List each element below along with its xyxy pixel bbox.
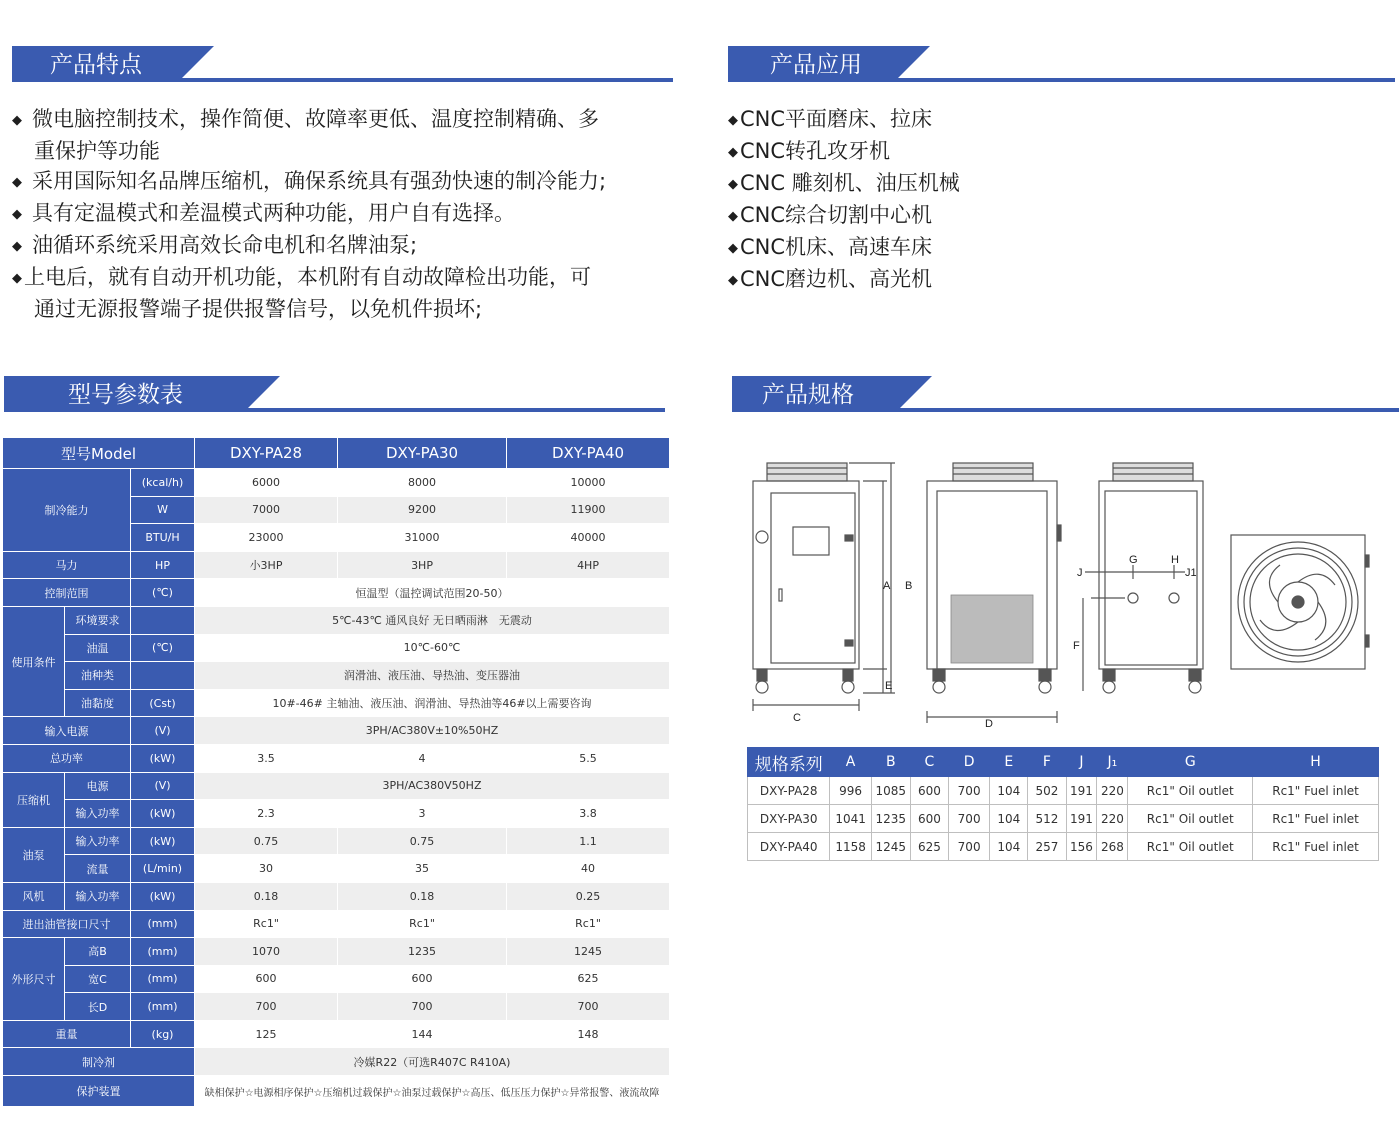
diamond-bullet-icon: ◆ xyxy=(12,271,22,286)
unit-cell: (L/min) xyxy=(131,855,195,883)
table-row xyxy=(3,606,670,634)
spec-table xyxy=(747,747,1379,861)
value-cell: 小3HP xyxy=(195,551,338,579)
unit-cell: (mm) xyxy=(131,910,195,938)
table-row xyxy=(3,689,670,717)
value-cell: 5℃-43℃ 通风良好 无日晒雨淋 无震动 xyxy=(195,606,670,634)
spec-cell: 1235 xyxy=(871,805,910,833)
spec-header: G xyxy=(1128,748,1253,777)
value-cell: 0.75 xyxy=(338,827,507,855)
spec-cell: 600 xyxy=(910,777,948,805)
feature-item: ◆ 微电脑控制技术，操作简便、故障率更低、温度控制精确、多 xyxy=(12,104,682,136)
unit-cell: (V) xyxy=(131,772,195,800)
value-cell: Rc1" xyxy=(338,910,507,938)
application-item: ◆CNC平面磨床、拉床 xyxy=(728,104,1388,136)
value-cell: 1235 xyxy=(338,938,507,966)
spec-cell: 191 xyxy=(1066,805,1097,833)
spec-cell: Rc1" Fuel inlet xyxy=(1253,833,1379,861)
dim-label: E xyxy=(885,680,893,692)
value-cell: 3.8 xyxy=(507,800,670,828)
row-label: 油温 xyxy=(65,634,131,662)
table-row xyxy=(3,882,670,910)
row-label: 进出油管接口尺寸 xyxy=(3,910,131,938)
spec-cell: DXY-PA30 xyxy=(748,805,830,833)
unit-cell: (Cst) xyxy=(131,689,195,717)
row-label: 长D xyxy=(65,993,131,1021)
value-cell: 2.3 xyxy=(195,800,338,828)
features-list xyxy=(12,104,682,324)
table-row xyxy=(3,662,670,690)
diamond-bullet-icon: ◆ xyxy=(728,209,738,224)
unit-cell: (kW) xyxy=(131,800,195,828)
feature-item: ◆ 采用国际知名品牌压缩机，确保系统具有强劲快速的制冷能力; xyxy=(12,166,682,198)
unit-cell: (mm) xyxy=(131,938,195,966)
dim-label: C xyxy=(793,712,801,724)
value-cell: 10000 xyxy=(507,469,670,497)
row-label: 总功率 xyxy=(3,744,131,772)
diamond-bullet-icon: ◆ xyxy=(12,239,22,254)
value-cell: 700 xyxy=(507,993,670,1021)
spec-cell: Rc1" Oil outlet xyxy=(1128,833,1253,861)
unit-cell: W xyxy=(131,496,195,524)
row-group-label: 油泵 xyxy=(3,827,65,882)
table-row xyxy=(3,993,670,1021)
diamond-bullet-icon: ◆ xyxy=(728,177,738,192)
spec-header: D xyxy=(949,748,990,777)
cooling-label: 制冷能力 xyxy=(3,469,131,552)
spec-cell: Rc1" Fuel inlet xyxy=(1253,777,1379,805)
value-cell: 600 xyxy=(338,965,507,993)
diamond-bullet-icon: ◆ xyxy=(728,145,738,160)
model-3-header: DXY-PA40 xyxy=(507,438,670,469)
spec-header: A xyxy=(830,748,871,777)
table-row xyxy=(3,744,670,772)
table-row xyxy=(3,579,670,607)
gauge-icon xyxy=(756,531,768,543)
table-row xyxy=(748,833,1379,861)
spec-cell: 1041 xyxy=(830,805,871,833)
unit-cell: (mm) xyxy=(131,965,195,993)
spec-cell: 512 xyxy=(1028,805,1066,833)
front-view xyxy=(753,463,895,711)
spec-header: J xyxy=(1066,748,1097,777)
value-cell: 冷媒R22（可选R407C R410A) xyxy=(195,1048,670,1076)
spec-cell: 268 xyxy=(1097,833,1128,861)
spec-header-row xyxy=(748,748,1379,777)
spec-cell: 220 xyxy=(1097,805,1128,833)
specs-tab-slant xyxy=(896,376,932,412)
value-cell: 恒温型（温控调试范围20-50） xyxy=(195,579,670,607)
value-cell: 1.1 xyxy=(507,827,670,855)
oil-inlet-icon xyxy=(1169,593,1179,603)
unit-cell xyxy=(131,662,195,690)
spec-cell: 220 xyxy=(1097,777,1128,805)
diamond-bullet-icon: ◆ xyxy=(728,273,738,288)
unit-cell: (mm) xyxy=(131,993,195,1021)
table-row xyxy=(3,1048,670,1076)
row-label: 流量 xyxy=(65,855,131,883)
model-1-header: DXY-PA28 xyxy=(195,438,338,469)
spec-cell: Rc1" Fuel inlet xyxy=(1253,805,1379,833)
spec-header: 规格系列 xyxy=(748,748,830,777)
diamond-bullet-icon: ◆ xyxy=(12,207,22,222)
feature-item: ◆上电后，就有自动开机功能，本机附有自动故障检出功能，可 xyxy=(12,262,682,294)
spec-header: E xyxy=(990,748,1028,777)
value-cell: 10#-46# 主轴油、液压油、润滑油、导热油等46#以上需要咨询 xyxy=(195,689,670,717)
value-cell: 1070 xyxy=(195,938,338,966)
value-cell: 625 xyxy=(507,965,670,993)
table-row xyxy=(3,772,670,800)
applications-header xyxy=(728,46,1395,82)
unit-cell: (℃) xyxy=(131,579,195,607)
application-item: ◆CNC磨边机、高光机 xyxy=(728,264,1388,296)
applications-list xyxy=(728,104,1388,296)
row-group-label: 风机 xyxy=(3,882,65,910)
row-label: 制冷剂 xyxy=(3,1048,195,1076)
params-tab-slant xyxy=(244,376,280,412)
row-label: 马力 xyxy=(3,551,131,579)
feature-item-cont: 通过无源报警端子提供报警信号，以免机件损坏; xyxy=(34,297,483,321)
row-label: 油黏度 xyxy=(65,689,131,717)
spec-cell: DXY-PA40 xyxy=(748,833,830,861)
dim-label: F xyxy=(1073,640,1080,652)
params-title: 型号参数表 xyxy=(4,376,244,412)
dim-label: A xyxy=(883,580,891,592)
application-item: ◆CNC转孔攻牙机 xyxy=(728,136,1388,168)
model-header: 型号Model xyxy=(3,438,195,469)
diamond-bullet-icon: ◆ xyxy=(12,113,22,128)
row-label: 高B xyxy=(65,938,131,966)
value-cell: 700 xyxy=(338,993,507,1021)
spec-header: H xyxy=(1253,748,1379,777)
value-cell: 8000 xyxy=(338,469,507,497)
param-header-row xyxy=(3,438,670,469)
row-label: 输入功率 xyxy=(65,827,131,855)
row-label: 电源 xyxy=(65,772,131,800)
row-label: 输入功率 xyxy=(65,800,131,828)
value-cell: 11900 xyxy=(507,496,670,524)
table-row xyxy=(3,855,670,883)
spec-header: C xyxy=(910,748,948,777)
specs-title: 产品规格 xyxy=(732,376,896,412)
unit-cell: BTU/H xyxy=(131,524,195,552)
application-item: ◆CNC综合切割中心机 xyxy=(728,200,1388,232)
row-label: 输入电源 xyxy=(3,717,131,745)
value-cell: 30 xyxy=(195,855,338,883)
spec-cell: 104 xyxy=(990,833,1028,861)
value-cell: 144 xyxy=(338,1020,507,1048)
value-cell: 23000 xyxy=(195,524,338,552)
value-cell: 缺相保护☆电源相序保护☆压缩机过载保护☆油泵过载保护☆高压、低压压力保护☆异常报警、液流故障 xyxy=(195,1076,670,1107)
spec-cell: 700 xyxy=(949,833,990,861)
value-cell: 148 xyxy=(507,1020,670,1048)
row-label: 输入功率 xyxy=(65,882,131,910)
dim-label: B xyxy=(905,580,913,592)
table-row xyxy=(3,910,670,938)
table-row xyxy=(3,634,670,662)
value-cell: 40000 xyxy=(507,524,670,552)
row-label: 油种类 xyxy=(65,662,131,690)
unit-cell: (℃) xyxy=(131,634,195,662)
applications-rule xyxy=(728,78,1395,82)
side-view xyxy=(927,463,1061,723)
params-rule xyxy=(4,408,665,412)
spec-cell: 600 xyxy=(910,805,948,833)
value-cell: 35 xyxy=(338,855,507,883)
dim-label: D xyxy=(985,718,993,730)
value-cell: 600 xyxy=(195,965,338,993)
spec-cell: 191 xyxy=(1066,777,1097,805)
table-row xyxy=(3,827,670,855)
table-row xyxy=(3,800,670,828)
diamond-bullet-icon: ◆ xyxy=(12,175,22,190)
value-cell: 3HP xyxy=(338,551,507,579)
row-group-label: 外形尺寸 xyxy=(3,938,65,1021)
fan-view xyxy=(1231,535,1369,669)
features-header xyxy=(12,46,673,82)
value-cell: 3.5 xyxy=(195,744,338,772)
spec-cell: 1085 xyxy=(871,777,910,805)
features-rule xyxy=(12,78,673,82)
value-cell: 9200 xyxy=(338,496,507,524)
unit-cell: (kcal/h) xyxy=(131,469,195,497)
row-group-label: 使用条件 xyxy=(3,606,65,716)
table-row xyxy=(3,469,670,497)
spec-cell: 700 xyxy=(949,805,990,833)
value-cell: 3PH/AC380V±10%50HZ xyxy=(195,717,670,745)
value-cell: 10℃-60℃ xyxy=(195,634,670,662)
specs-rule xyxy=(732,408,1399,412)
dim-label: J xyxy=(1077,567,1083,579)
value-cell: 0.25 xyxy=(507,882,670,910)
application-item: ◆CNC 雕刻机、油压机械 xyxy=(728,168,1388,200)
application-item: ◆CNC机床、高速车床 xyxy=(728,232,1388,264)
unit-cell xyxy=(131,606,195,634)
unit-cell: (kW) xyxy=(131,744,195,772)
value-cell: 6000 xyxy=(195,469,338,497)
value-cell: 125 xyxy=(195,1020,338,1048)
spec-cell: 104 xyxy=(990,777,1028,805)
table-row xyxy=(3,965,670,993)
spec-cell: Rc1" Oil outlet xyxy=(1128,805,1253,833)
spec-cell: 1245 xyxy=(871,833,910,861)
value-cell: 40 xyxy=(507,855,670,883)
row-label: 重量 xyxy=(3,1020,131,1048)
table-row xyxy=(748,805,1379,833)
table-row xyxy=(748,777,1379,805)
model-2-header: DXY-PA30 xyxy=(338,438,507,469)
unit-cell: (V) xyxy=(131,717,195,745)
value-cell: 0.75 xyxy=(195,827,338,855)
specs-header xyxy=(732,376,1399,412)
spec-cell: 700 xyxy=(949,777,990,805)
feature-item-cont: 重保护等功能 xyxy=(34,139,160,163)
oil-outlet-icon xyxy=(1128,593,1138,603)
spec-cell: 502 xyxy=(1028,777,1066,805)
spec-cell: 156 xyxy=(1066,833,1097,861)
param-table xyxy=(2,437,670,1107)
feature-item: ◆ 油循环系统采用高效长命电机和名牌油泵; xyxy=(12,230,682,262)
table-row xyxy=(3,717,670,745)
dimension-drawing xyxy=(745,455,1395,730)
value-cell: 4 xyxy=(338,744,507,772)
feature-item: ◆ 具有定温模式和差温模式两种功能，用户自有选择。 xyxy=(12,198,682,230)
spec-cell: 625 xyxy=(910,833,948,861)
diamond-bullet-icon: ◆ xyxy=(728,241,738,256)
spec-cell: 1158 xyxy=(830,833,871,861)
value-cell: 4HP xyxy=(507,551,670,579)
value-cell: 1245 xyxy=(507,938,670,966)
value-cell: 3PH/AC380V50HZ xyxy=(195,772,670,800)
dim-label: G xyxy=(1129,554,1138,566)
applications-title: 产品应用 xyxy=(728,46,894,82)
value-cell: Rc1" xyxy=(195,910,338,938)
unit-cell: HP xyxy=(131,551,195,579)
table-row xyxy=(3,1076,670,1107)
value-cell: 31000 xyxy=(338,524,507,552)
diamond-bullet-icon: ◆ xyxy=(728,113,738,128)
table-row xyxy=(3,551,670,579)
spec-header: F xyxy=(1028,748,1066,777)
table-row xyxy=(3,938,670,966)
value-cell: 3 xyxy=(338,800,507,828)
value-cell: 7000 xyxy=(195,496,338,524)
dim-label: H xyxy=(1171,554,1179,566)
spec-cell: 257 xyxy=(1028,833,1066,861)
spec-cell: Rc1" Oil outlet xyxy=(1128,777,1253,805)
spec-cell: 996 xyxy=(830,777,871,805)
row-group-label: 压缩机 xyxy=(3,772,65,827)
value-cell: Rc1" xyxy=(507,910,670,938)
value-cell: 0.18 xyxy=(338,882,507,910)
spec-cell: 104 xyxy=(990,805,1028,833)
row-label: 环境要求 xyxy=(65,606,131,634)
value-cell: 5.5 xyxy=(507,744,670,772)
spec-cell: DXY-PA28 xyxy=(748,777,830,805)
value-cell: 0.18 xyxy=(195,882,338,910)
value-cell: 700 xyxy=(195,993,338,1021)
features-title: 产品特点 xyxy=(12,46,178,82)
applications-tab-slant xyxy=(894,46,930,82)
unit-cell: (kg) xyxy=(131,1020,195,1048)
spec-header: B xyxy=(871,748,910,777)
row-label: 宽C xyxy=(65,965,131,993)
spec-header: J₁ xyxy=(1097,748,1128,777)
features-tab-slant xyxy=(178,46,214,82)
unit-cell: (kW) xyxy=(131,827,195,855)
params-header xyxy=(4,376,665,412)
value-cell: 润滑油、液压油、导热油、变压器油 xyxy=(195,662,670,690)
table-row xyxy=(3,1020,670,1048)
dim-label: J1 xyxy=(1185,567,1197,579)
row-label: 控制范围 xyxy=(3,579,131,607)
unit-cell: (kW) xyxy=(131,882,195,910)
row-label: 保护装置 xyxy=(3,1076,195,1107)
